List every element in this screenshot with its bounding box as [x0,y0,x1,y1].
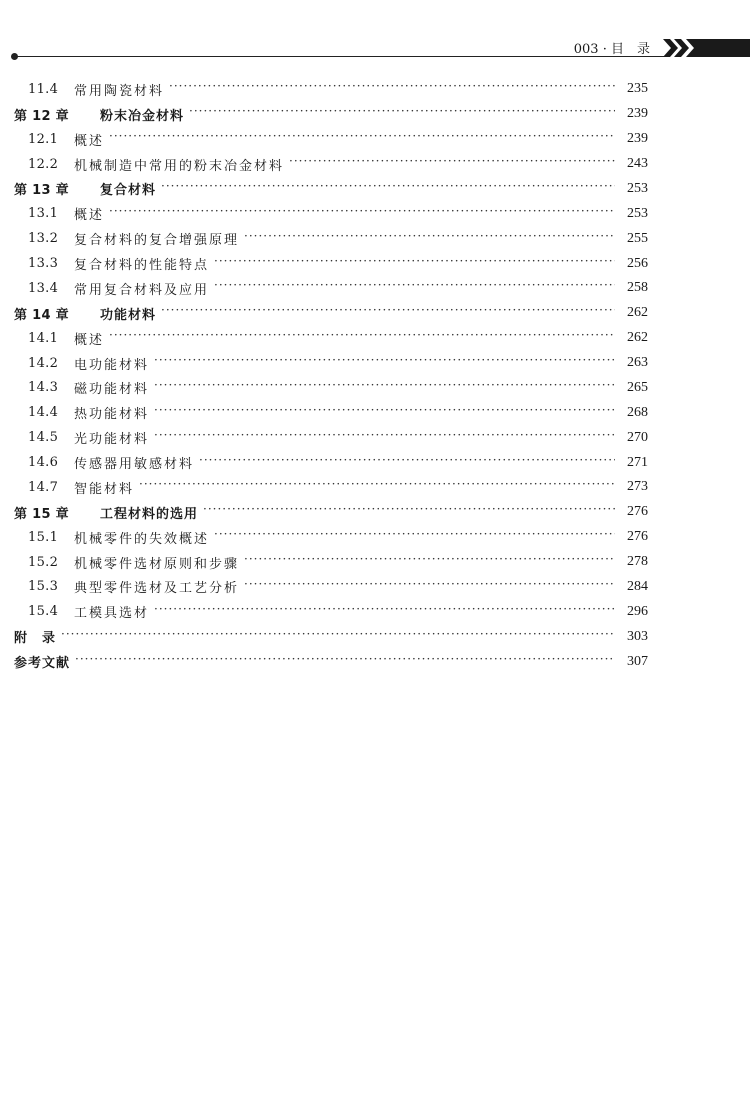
dot-leader [244,232,615,246]
toc-entry-number: 第 13 章 [14,183,69,199]
toc-entry [14,525,648,550]
toc-entry-number: 14.7 [28,479,59,495]
toc-entry-page: 307 [627,653,648,669]
toc-entry-number: 第 12 章 [14,108,69,124]
dot-leader [109,132,615,146]
toc-entry-page: 278 [627,554,648,570]
toc-entry-number: 13.4 [28,280,59,296]
toc-entry-title: 传感器用敏感材料 [74,457,195,473]
dot-leader [61,630,615,644]
toc-entry [14,400,648,425]
toc-entry-title: 典型零件选材及工艺分析 [74,581,240,597]
page-header [0,0,750,70]
chevron-double-right-icon [663,39,750,57]
toc-entry [14,152,648,177]
toc-entry-number: 15.4 [28,604,59,620]
toc-entry-title: 常用复合材料及应用 [74,282,210,298]
toc-entry-page: 239 [627,131,648,147]
toc-entry [14,550,648,575]
toc-entry-title: 工程材料的选用 [100,506,199,522]
toc-entry-title: 热功能材料 [74,407,150,423]
toc-entry-title: 复合材料的复合增强原理 [74,233,240,249]
toc-entry-page: 284 [627,578,648,594]
dot-leader [75,655,615,669]
toc-entry-number: 15.1 [28,529,59,545]
toc-entry-title: 复合材料 [100,183,157,199]
toc-entry-page: 268 [627,404,648,420]
dot-leader [199,456,615,470]
toc-entry [14,599,648,624]
toc-entry-title: 智能材料 [74,481,135,497]
dot-leader [109,207,615,221]
toc-entry-title: 参考文献 [14,656,71,672]
toc-entry-title: 机械零件选材原则和步骤 [74,556,240,572]
toc-entry-title: 功能材料 [100,307,157,323]
dot-leader [109,331,615,345]
toc-entry-page: 253 [627,180,648,196]
toc-entry-page: 235 [627,81,648,97]
toc-entry-number: 14.4 [28,405,59,421]
toc-entry-number: 第 15 章 [14,506,69,522]
dot-leader [161,306,615,320]
toc-entry [14,102,648,127]
dot-leader [154,431,615,445]
toc-entry [14,251,648,276]
toc-entry-title: 磁功能材料 [74,382,150,398]
dot-leader [154,605,615,619]
toc-entry-number: 13.1 [28,206,59,222]
toc-entry-title: 电功能材料 [74,357,150,373]
toc-entry [14,425,648,450]
toc-entry-number: 14.6 [28,455,59,471]
dot-leader [189,107,615,121]
toc-entry-page: 239 [627,106,648,122]
toc-entry-title: 附 录 [14,631,57,647]
toc-entry [14,624,648,649]
toc-entry [14,77,648,102]
toc-entry [14,450,648,475]
page-number: 003 [573,42,599,57]
toc-entry-title: 概述 [74,332,105,348]
toc-entry-number: 14.2 [28,355,59,371]
toc-entry [14,351,648,376]
toc-entry-number: 13.2 [28,231,59,247]
toc-entry-number: 14.5 [28,430,59,446]
toc-entry-title: 光功能材料 [74,432,150,448]
toc-entry-number: 12.2 [28,156,59,172]
dot-leader [154,356,615,370]
dot-leader [203,505,615,519]
toc-entry [14,177,648,202]
toc-entry-title: 粉末冶金材料 [100,108,185,124]
toc-entry-title: 概述 [74,208,105,224]
toc-entry-number: 13.3 [28,256,59,272]
toc-entry-title: 机械制造中常用的粉末冶金材料 [74,158,285,174]
toc-entry [14,376,648,401]
dot-leader [214,281,615,295]
toc-entry-number: 15.3 [28,579,59,595]
running-head-separator: · [602,42,607,57]
toc-entry-page: 263 [627,355,648,371]
toc-entry-page: 273 [627,479,648,495]
dot-leader [289,157,615,171]
toc-entry-page: 276 [627,504,648,520]
toc-entry-page: 276 [627,529,648,545]
dot-leader [154,406,615,420]
toc-entry [14,575,648,600]
dot-leader [214,257,615,271]
dot-leader [161,182,615,196]
running-head-label: 目 录 [610,42,650,57]
toc-entry [14,127,648,152]
toc-entry-page: 262 [627,305,648,321]
toc-entry-page: 256 [627,255,648,271]
dot-leader [244,580,615,594]
toc-entry-page: 262 [627,330,648,346]
toc-entry-number: 15.2 [28,554,59,570]
toc-entry-title: 复合材料的性能特点 [74,258,210,274]
toc-entry-page: 296 [627,603,648,619]
toc-entry-page: 255 [627,230,648,246]
toc-entry-page: 243 [627,156,648,172]
dot-leader [214,530,615,544]
toc-entry-number: 11.4 [28,81,59,97]
toc-entry-number: 12.1 [28,131,59,147]
table-of-contents [14,77,648,674]
toc-entry-title: 机械零件的失效概述 [74,531,210,547]
toc-entry-page: 258 [627,280,648,296]
dot-leader [139,480,615,494]
toc-entry [14,226,648,251]
toc-entry-number: 第 14 章 [14,307,69,323]
toc-entry-number: 14.1 [28,330,59,346]
running-head [574,38,650,57]
toc-entry-title: 常用陶瓷材料 [74,83,165,99]
dot-leader [169,82,615,96]
toc-entry [14,276,648,301]
dot-leader [154,381,615,395]
toc-entry-page: 270 [627,429,648,445]
toc-entry-page: 253 [627,205,648,221]
toc-entry [14,301,648,326]
toc-entry [14,201,648,226]
toc-entry-page: 265 [627,379,648,395]
toc-entry [14,649,648,674]
toc-entry [14,500,648,525]
header-rule [14,56,664,57]
toc-entry-page: 271 [627,454,648,470]
dot-leader [244,555,615,569]
toc-entry [14,475,648,500]
toc-entry-title: 工模具选材 [74,606,150,622]
toc-entry-title: 概述 [74,133,105,149]
toc-entry-page: 303 [627,628,648,644]
toc-entry [14,326,648,351]
toc-entry-number: 14.3 [28,380,59,396]
